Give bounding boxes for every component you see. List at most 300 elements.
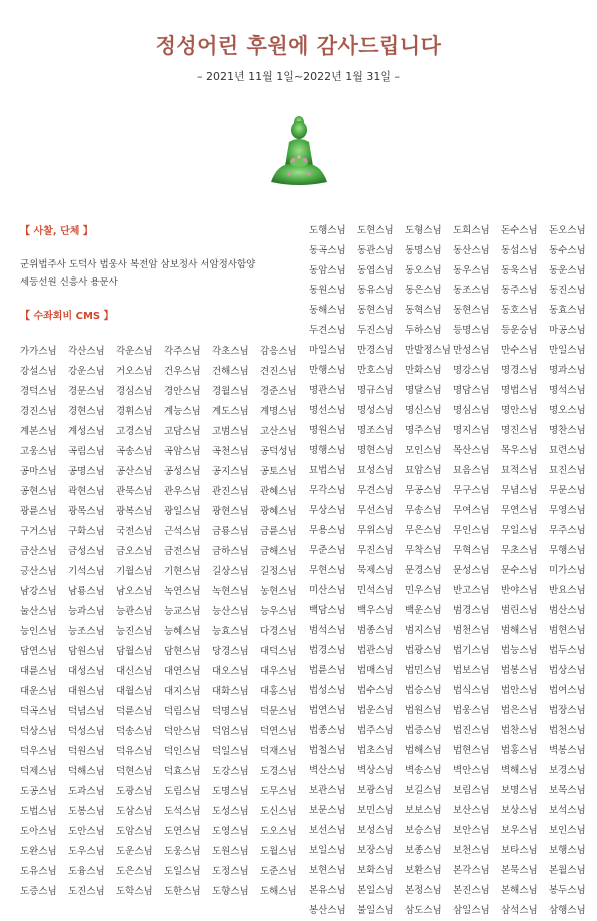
donor-name: 보산스님: [453, 805, 490, 816]
donor-name: 능산스님: [212, 606, 249, 617]
donor-name: 보우스님: [501, 825, 538, 836]
donor-name: 무은스님: [405, 525, 442, 536]
donor-name: 도학스님: [116, 886, 153, 897]
donor-name: 대원스님: [68, 686, 105, 697]
donor-name: 대성스님: [68, 666, 105, 677]
donor-name: 동유스님: [357, 285, 394, 296]
donor-name: 만수스님: [501, 345, 538, 356]
donor-name: 명석스님: [549, 385, 586, 396]
donor-name: 도무스님: [260, 786, 297, 797]
donor-name: 능우스님: [260, 606, 297, 617]
donor-name: 동조스님: [453, 285, 490, 296]
donor-name: 보림스님: [453, 785, 490, 796]
donor-name: 동명스님: [405, 245, 442, 256]
donor-name: 금산스님: [20, 546, 57, 557]
donor-name: 법관스님: [357, 645, 394, 656]
donor-name: 본해스님: [501, 885, 538, 896]
donor-name: 명원스님: [309, 425, 346, 436]
donor-name: 보승스님: [405, 825, 442, 836]
donor-name: 동오스님: [405, 265, 442, 276]
donor-name: 보환스님: [405, 865, 442, 876]
donor-name: 본각스님: [453, 865, 490, 876]
donor-name: 도과스님: [68, 786, 105, 797]
donor-name: 법해스님: [405, 745, 442, 756]
donor-name: 국전스님: [116, 526, 153, 537]
donor-name: 덕림스님: [164, 706, 201, 717]
donor-name: 각초스님: [212, 346, 249, 357]
donor-name: 도삼스님: [116, 806, 153, 817]
donor-name: 만일스님: [549, 345, 586, 356]
donor-name: 구거스님: [20, 526, 57, 537]
donor-name: 경안스님: [164, 386, 201, 397]
donor-name: 덕제스님: [20, 766, 57, 777]
donor-name: 담현스님: [164, 646, 201, 657]
donor-name: 공토스님: [260, 466, 297, 477]
donor-name: 덕념스님: [68, 706, 105, 717]
temple-list-line: 세등선원 신흥사 용문사: [20, 277, 118, 288]
donor-name: 도연스님: [164, 826, 201, 837]
donor-name: 명달스님: [405, 385, 442, 396]
donor-name: 동운스님: [549, 265, 586, 276]
donor-name: 보석스님: [549, 805, 586, 816]
donor-name: 명법스님: [501, 385, 538, 396]
donor-name: 미산스님: [309, 585, 346, 596]
donor-name: 동해스님: [309, 305, 346, 316]
donor-name: 명찬스님: [549, 425, 586, 436]
section-label-temples: 【 사찰, 단체 】: [20, 226, 93, 237]
donor-name: 강운스님: [68, 366, 105, 377]
donor-name: 법연스님: [309, 705, 346, 716]
donor-name: 도증스님: [20, 886, 57, 897]
donor-name: 백담스님: [309, 605, 346, 616]
donor-name: 명오스님: [549, 405, 586, 416]
donor-name: 대지스님: [164, 686, 201, 697]
donor-name: 벽봉스님: [549, 745, 586, 756]
donor-name: 미가스님: [549, 565, 586, 576]
donor-name: 명지스님: [453, 425, 490, 436]
donor-name: 등운승님: [501, 325, 538, 336]
donor-name: 동혁스님: [405, 305, 442, 316]
donor-name: 만행스님: [309, 365, 346, 376]
donor-name: 명심스님: [453, 405, 490, 416]
donor-name: 벽해스님: [501, 765, 538, 776]
donor-name: 동우스님: [453, 265, 490, 276]
donor-name: 경현스님: [68, 406, 105, 417]
donor-name: 금해스님: [260, 546, 297, 557]
donor-name: 경월스님: [212, 386, 249, 397]
donor-name: 모인스님: [405, 445, 442, 456]
donor-name: 명진스님: [501, 425, 538, 436]
donor-name: 각산스님: [68, 346, 105, 357]
donor-name: 도유스님: [20, 866, 57, 877]
donor-name: 건우스님: [164, 366, 201, 377]
donor-name: 무주스님: [549, 525, 586, 536]
donor-name: 벽송스님: [405, 765, 442, 776]
donor-name: 광현스님: [212, 506, 249, 517]
period-subtitle: – 2021년 11월 1일~2022년 1월 31일 –: [197, 70, 400, 83]
donor-name: 마공스님: [549, 325, 586, 336]
donor-name: 무인스님: [453, 525, 490, 536]
donor-name: 도은스님: [116, 866, 153, 877]
donor-name: 동효스님: [549, 305, 586, 316]
donor-name: 무현스님: [309, 565, 346, 576]
donor-name: 가가스님: [20, 346, 57, 357]
donor-name: 다경스님: [260, 626, 297, 637]
donor-name: 강설스님: [20, 366, 57, 377]
donor-name: 도광스님: [116, 786, 153, 797]
donor-name: 무혁스님: [453, 545, 490, 556]
donor-name: 보상스님: [501, 805, 538, 816]
donor-name: 관우스님: [164, 486, 201, 497]
donor-name: 도안스님: [68, 826, 105, 837]
donor-name: 도진스님: [68, 886, 105, 897]
donor-name: 도영스님: [212, 826, 249, 837]
donor-name: 무연스님: [501, 505, 538, 516]
donor-name: 법륜스님: [309, 665, 346, 676]
donor-name: 경준스님: [260, 386, 297, 397]
donor-name: 법여스님: [549, 685, 586, 696]
donor-name: 무송스님: [405, 505, 442, 516]
donor-name: 대홍스님: [260, 686, 297, 697]
donor-name: 보천스님: [453, 845, 490, 856]
donor-name: 민우스님: [405, 585, 442, 596]
donor-name: 법식스님: [453, 685, 490, 696]
donor-name: 동주스님: [501, 285, 538, 296]
donor-name: 보선스님: [309, 825, 346, 836]
donor-name: 법증스님: [405, 725, 442, 736]
donor-name: 돈수스님: [501, 225, 538, 236]
donor-name: 도융스님: [68, 866, 105, 877]
donor-name: 법종스님: [309, 725, 346, 736]
donor-name: 범지스님: [405, 625, 442, 636]
donor-name: 법진스님: [453, 725, 490, 736]
donor-name: 대월스님: [116, 686, 153, 697]
donor-name: 대운스님: [20, 686, 57, 697]
donor-name: 법장스님: [549, 705, 586, 716]
donor-name: 도오스님: [260, 826, 297, 837]
donor-name: 보타스님: [501, 845, 538, 856]
donor-name: 묘암스님: [405, 465, 442, 476]
donor-name: 덕원스님: [68, 746, 105, 757]
donor-name: 남오스님: [116, 586, 153, 597]
donor-name: 법찬스님: [501, 725, 538, 736]
donor-name: 동산스님: [453, 245, 490, 256]
donor-name: 녹연스님: [164, 586, 201, 597]
donor-name: 범린스님: [501, 605, 538, 616]
donor-name: 기석스님: [68, 566, 105, 577]
donor-name: 곡림스님: [68, 446, 105, 457]
donor-name: 도성스님: [212, 806, 249, 817]
donor-name: 도희스님: [453, 225, 490, 236]
donor-name: 견진스님: [260, 366, 297, 377]
donor-name: 능인스님: [20, 626, 57, 637]
donor-name: 법두스님: [549, 645, 586, 656]
donor-name: 대연스님: [164, 666, 201, 677]
donor-name: 경휘스님: [116, 406, 153, 417]
donor-name: 동엽스님: [357, 265, 394, 276]
donor-name: 금륜스님: [260, 526, 297, 537]
donor-name: 담원스님: [68, 646, 105, 657]
donor-name: 고범스님: [212, 426, 249, 437]
donor-name: 광일스님: [164, 506, 201, 517]
donor-name: 도명스님: [212, 786, 249, 797]
donor-name: 공마스님: [20, 466, 57, 477]
donor-name: 덕명스님: [212, 706, 249, 717]
donor-name: 법현스님: [453, 745, 490, 756]
donor-name: 남룡스님: [68, 586, 105, 597]
donor-name: 공덕성님: [260, 446, 297, 457]
donor-name: 무상스님: [309, 505, 346, 516]
donor-name: 도현스님: [357, 225, 394, 236]
donor-name: 만경스님: [357, 345, 394, 356]
donor-name: 금성스님: [68, 546, 105, 557]
donor-name: 명조스님: [357, 425, 394, 436]
donor-name: 두진스님: [357, 325, 394, 336]
donor-name: 각주스님: [164, 346, 201, 357]
donor-name: 백운스님: [405, 605, 442, 616]
donor-name: 명강스님: [453, 365, 490, 376]
donor-name: 능교스님: [164, 606, 201, 617]
donor-name: 법기스님: [453, 645, 490, 656]
donor-name: 덕재스님: [260, 746, 297, 757]
donor-name: 법능스님: [501, 645, 538, 656]
donor-name: 명신스님: [405, 405, 442, 416]
donor-name: 범산스님: [549, 605, 586, 616]
donor-name: 명관스님: [309, 385, 346, 396]
donor-name: 보현스님: [309, 865, 346, 876]
donor-name: 기현스님: [164, 566, 201, 577]
donor-name: 기월스님: [116, 566, 153, 577]
donor-name: 법천스님: [549, 725, 586, 736]
donor-name: 곡천스님: [212, 446, 249, 457]
donor-name: 보화스님: [357, 865, 394, 876]
donor-name: 도아스님: [20, 826, 57, 837]
donor-name: 덕우스님: [20, 746, 57, 757]
donor-name: 동호스님: [501, 305, 538, 316]
donor-name: 명규스님: [357, 385, 394, 396]
donor-name: 보경스님: [549, 765, 586, 776]
donor-name: 명행스님: [309, 445, 346, 456]
donor-name: 담월스님: [116, 646, 153, 657]
donor-name: 무견스님: [357, 485, 394, 496]
donor-name: 덕송스님: [116, 726, 153, 737]
donor-name: 범천스님: [453, 625, 490, 636]
donor-name: 담연스님: [20, 646, 57, 657]
donor-name: 길상스님: [212, 566, 249, 577]
donor-name: 덕안스님: [164, 726, 201, 737]
donor-name: 보인스님: [549, 825, 586, 836]
donor-name: 무여스님: [453, 505, 490, 516]
donor-name-list-right: [309, 221, 597, 921]
donor-name: 봉두스님: [549, 885, 586, 896]
donor-name: 법수스님: [357, 685, 394, 696]
donor-name: 능효스님: [212, 626, 249, 637]
donor-name: 대덕스님: [260, 646, 297, 657]
donor-name: 도공스님: [20, 786, 57, 797]
donor-name: 법광스님: [405, 645, 442, 656]
donor-name: 능관스님: [116, 606, 153, 617]
donor-name: 고경스님: [116, 426, 153, 437]
donor-name: 경진스님: [20, 406, 57, 417]
donor-name: 능조스님: [68, 626, 105, 637]
donor-name: 만화스님: [405, 365, 442, 376]
donor-name: 도신스님: [260, 806, 297, 817]
donor-name: 삼일스님: [453, 905, 490, 916]
donor-name: 명안스님: [501, 405, 538, 416]
donor-name: 무행스님: [549, 545, 586, 556]
donor-name: 보길스님: [405, 785, 442, 796]
donor-name: 고담스님: [164, 426, 201, 437]
donor-name: 만호스님: [357, 365, 394, 376]
donor-name: 동현스님: [453, 305, 490, 316]
donor-name: 도행스님: [309, 225, 346, 236]
donor-name: 묵제스님: [357, 565, 394, 576]
donor-name: 명주스님: [405, 425, 442, 436]
donor-name: 법웅스님: [453, 705, 490, 716]
donor-name: 동곡스님: [309, 245, 346, 256]
donor-name: 명선스님: [309, 405, 346, 416]
donor-name: 명과스님: [549, 365, 586, 376]
donor-name: 범경스님: [453, 605, 490, 616]
donor-name: 무문스님: [549, 485, 586, 496]
page-title: 정성어린 후원에 감사드립니다: [155, 34, 442, 58]
donor-name: 덕엄스님: [212, 726, 249, 737]
donor-name: 보목스님: [549, 785, 586, 796]
donor-name: 덕유스님: [116, 746, 153, 757]
donor-name: 대화스님: [212, 686, 249, 697]
donor-name: 법민스님: [405, 665, 442, 676]
donor-name: 본묵스님: [501, 865, 538, 876]
donor-name: 경문스님: [68, 386, 105, 397]
donor-name: 무진스님: [357, 545, 394, 556]
donor-name: 본정스님: [405, 885, 442, 896]
donor-name: 반요스님: [549, 585, 586, 596]
donor-name: 덕효스님: [164, 766, 201, 777]
donor-name: 문성스님: [453, 565, 490, 576]
donor-name: 법철스님: [309, 745, 346, 756]
donor-name: 건해스님: [212, 366, 249, 377]
donor-name: 고웅스님: [20, 446, 57, 457]
donor-name: 두견스님: [309, 325, 346, 336]
donor-name: 무착스님: [405, 545, 442, 556]
donor-name: 무일스님: [501, 525, 538, 536]
donor-name: 광복스님: [116, 506, 153, 517]
donor-name: 도정스님: [212, 866, 249, 877]
section-label-members: 【 수좌회비 CMS 】: [20, 311, 114, 322]
donor-name: 관진스님: [212, 486, 249, 497]
donor-name: 광목스님: [68, 506, 105, 517]
donor-name: 묘성스님: [357, 465, 394, 476]
donor-name: 범석스님: [309, 625, 346, 636]
donor-name: 덕연스님: [260, 726, 297, 737]
donor-name: 두하스님: [405, 325, 442, 336]
donor-name: 도준스님: [260, 866, 297, 877]
donor-name: 보광스님: [357, 785, 394, 796]
donor-name: 문경스님: [405, 565, 442, 576]
donor-name: 동섭스님: [501, 245, 538, 256]
donor-name: 동은스님: [405, 285, 442, 296]
donor-name: 법초스님: [357, 745, 394, 756]
donor-name: 벽상스님: [357, 765, 394, 776]
donor-name: 만발정스님: [405, 345, 451, 356]
donor-name: 보문스님: [309, 805, 346, 816]
donor-name: 보성스님: [357, 825, 394, 836]
donor-name-list-left: [20, 342, 308, 902]
donor-name: 능과스님: [68, 606, 105, 617]
donor-name: 관묵스님: [116, 486, 153, 497]
donor-name: 삼행스님: [549, 905, 586, 916]
donor-name: 도우스님: [68, 846, 105, 857]
donor-name: 거오스님: [116, 366, 153, 377]
donor-name: 도한스님: [164, 886, 201, 897]
donor-name: 도암스님: [116, 826, 153, 837]
donor-name: 동진스님: [549, 285, 586, 296]
donor-name: 법주스님: [357, 725, 394, 736]
donor-name: 보보스님: [405, 805, 442, 816]
donor-name: 관혜스님: [260, 486, 297, 497]
donor-name: 보관스님: [309, 785, 346, 796]
donor-name: 불일스님: [357, 905, 394, 916]
donor-name: 삼석스님: [501, 905, 538, 916]
donor-name: 계성스님: [68, 426, 105, 437]
donor-name: 대오스님: [212, 666, 249, 677]
donor-name: 명현스님: [357, 445, 394, 456]
donor-name: 공현스님: [20, 486, 57, 497]
donor-name: 법상스님: [549, 665, 586, 676]
donor-name: 무준스님: [309, 545, 346, 556]
donor-name: 눌산스님: [20, 606, 57, 617]
donor-name: 명성스님: [357, 405, 394, 416]
donor-name: 덕상스님: [20, 726, 57, 737]
donor-name: 무념스님: [501, 485, 538, 496]
donor-name: 동관스님: [357, 245, 394, 256]
donor-name: 법은스님: [501, 705, 538, 716]
donor-name: 길정스님: [260, 566, 297, 577]
donor-name: 묘법스님: [309, 465, 346, 476]
buddha-icon: [267, 112, 331, 188]
donor-name: 목우스님: [501, 445, 538, 456]
donor-name: 무영스님: [549, 505, 586, 516]
donor-name: 범해스님: [501, 625, 538, 636]
donor-name: 곡송스님: [116, 446, 153, 457]
donor-name: 도강스님: [212, 766, 249, 777]
donor-name: 공성스님: [164, 466, 201, 477]
donor-name: 동암스님: [309, 265, 346, 276]
donor-name: 무위스님: [357, 525, 394, 536]
donor-name: 법운스님: [357, 705, 394, 716]
donor-name: 돈오스님: [549, 225, 586, 236]
donor-name: 도운스님: [116, 846, 153, 857]
donor-name: 광혜스님: [260, 506, 297, 517]
donor-name: 도림스님: [164, 786, 201, 797]
donor-name: 목산스님: [453, 445, 490, 456]
donor-name: 고산스님: [260, 426, 297, 437]
donor-name: 경덕스님: [20, 386, 57, 397]
donor-name: 덕륜스님: [116, 706, 153, 717]
donor-name: 묘련스님: [549, 445, 586, 456]
donor-name: 본유스님: [309, 885, 346, 896]
donor-name: 덕곡스님: [20, 706, 57, 717]
donor-name: 금룡스님: [212, 526, 249, 537]
temple-list-line: 군위법주사 도덕사 법웅사 복전암 삼보정사 서암정사함양: [20, 259, 256, 270]
donor-name: 보명스님: [501, 785, 538, 796]
donor-name: 법봉스님: [501, 665, 538, 676]
donor-name: 공지스님: [212, 466, 249, 477]
donor-name: 금하스님: [212, 546, 249, 557]
donor-name: 곽현스님: [68, 486, 105, 497]
donor-name: 동욱스님: [501, 265, 538, 276]
donor-name: 동원스님: [309, 285, 346, 296]
